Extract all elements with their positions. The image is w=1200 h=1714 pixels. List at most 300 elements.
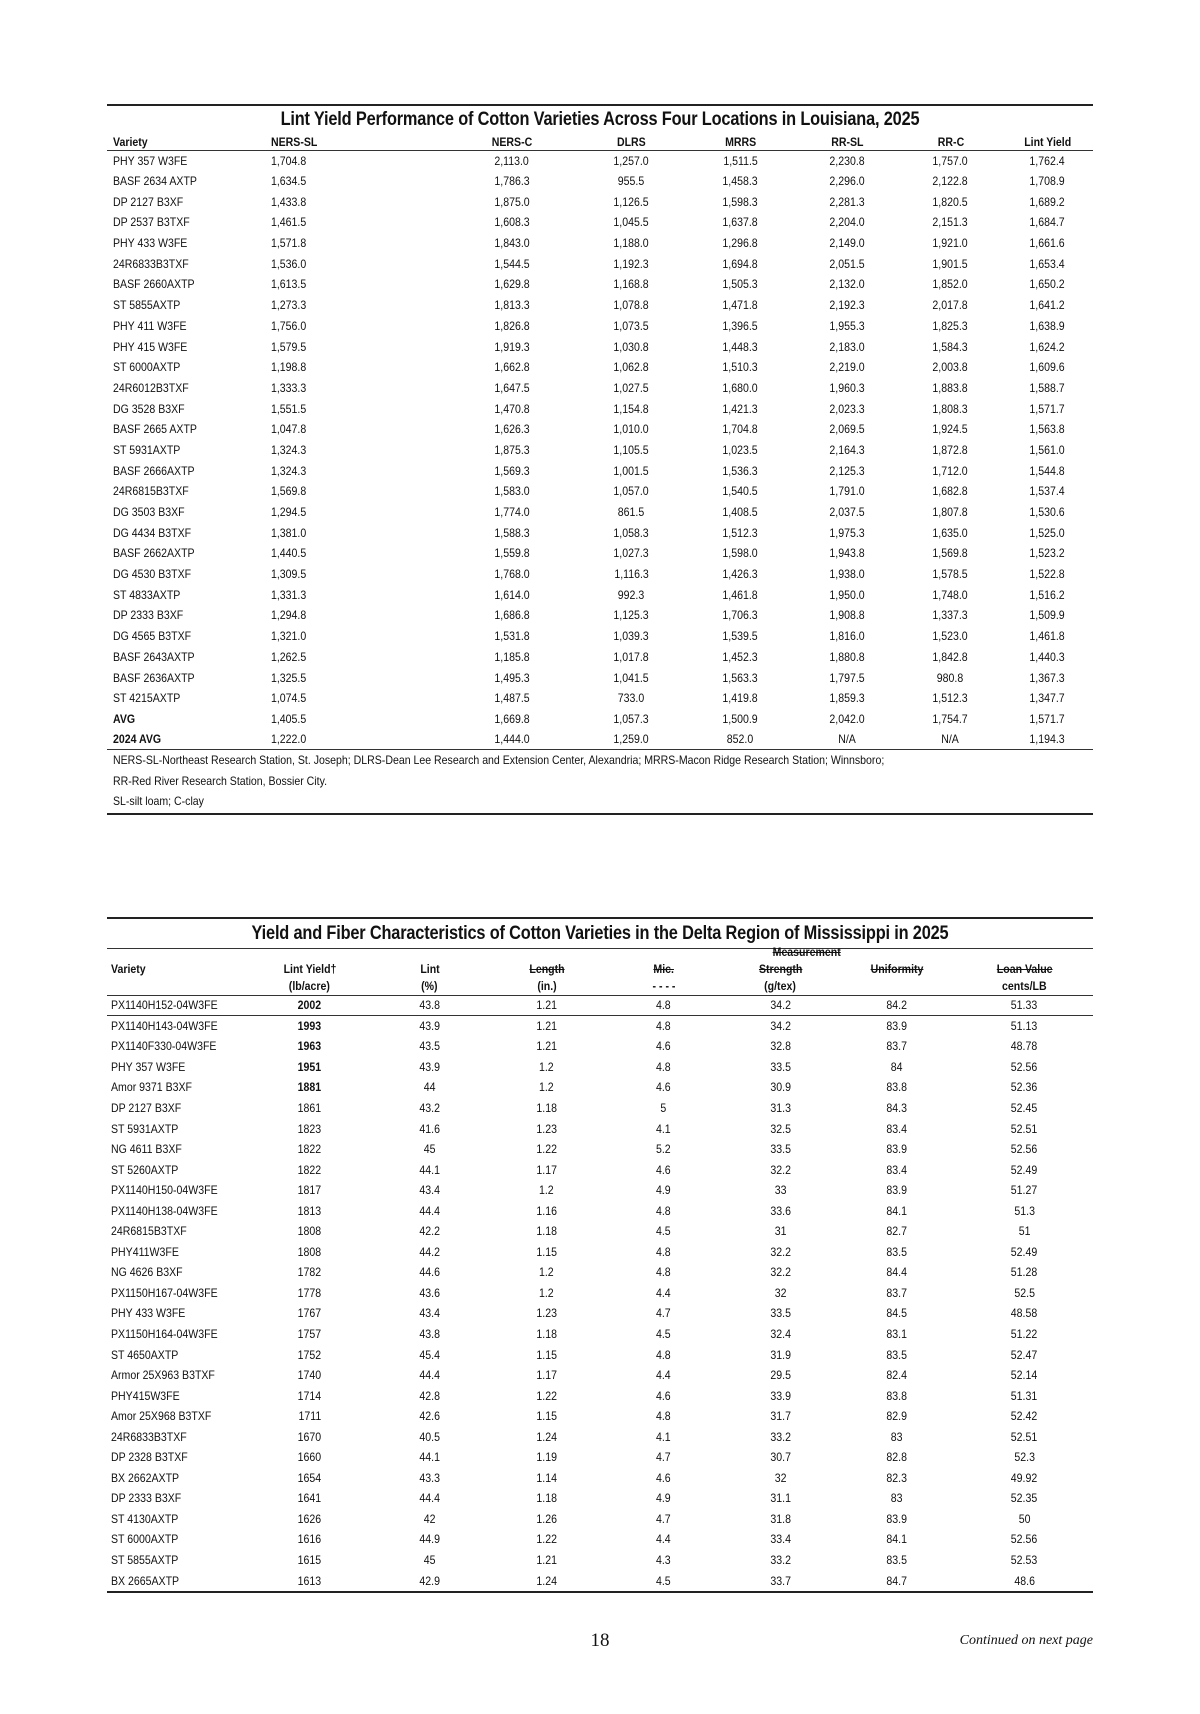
mississippi-table-grid xyxy=(107,960,1093,1591)
value-cell: 1,820.5 xyxy=(932,194,969,209)
value-cell: 44.6 xyxy=(419,1265,440,1280)
value-cell: 1,609.6 xyxy=(1029,360,1066,375)
value-cell: 1,294.5 xyxy=(271,505,307,520)
variety-cell: ST 4130AXTP xyxy=(111,1511,179,1526)
page-number: 18 xyxy=(590,1630,610,1651)
table-row xyxy=(107,1283,1093,1304)
table-row xyxy=(107,1242,1093,1263)
value-cell: 4.7 xyxy=(656,1511,671,1526)
value-cell: 1,078.8 xyxy=(613,298,650,313)
value-cell: 1,579.5 xyxy=(271,339,307,354)
value-cell: 861.5 xyxy=(618,505,645,520)
value-cell: 45 xyxy=(423,1142,436,1157)
value-cell: 1,505.3 xyxy=(722,277,759,292)
value-cell: 1,458.3 xyxy=(722,174,759,189)
value-cell: 48.6 xyxy=(1013,1573,1035,1588)
value-cell: 44 xyxy=(423,1080,436,1095)
value-cell: 4.6 xyxy=(656,1080,671,1095)
value-cell: 1,500.9 xyxy=(722,711,759,726)
variety-cell: BASF 2634 AXTP xyxy=(113,174,197,189)
variety-cell: Amor 9371 B3XF xyxy=(111,1080,193,1095)
value-cell: 83 xyxy=(891,1491,903,1506)
variety-cell: BASF 2660AXTP xyxy=(113,277,195,292)
value-cell: 32.2 xyxy=(770,1244,791,1259)
value-cell: 1,530.6 xyxy=(1029,505,1066,520)
value-cell: 1,495.3 xyxy=(494,670,530,685)
value-cell: 83.5 xyxy=(886,1553,908,1568)
variety-cell: BASF 2636AXTP xyxy=(113,670,195,685)
value-cell: 82.4 xyxy=(886,1368,908,1383)
table-row xyxy=(107,1509,1093,1530)
table-row xyxy=(107,1365,1093,1386)
value-cell: 1817 xyxy=(297,1183,322,1198)
value-cell: 1,057.3 xyxy=(613,711,650,726)
value-cell: 1.23 xyxy=(536,1121,558,1136)
value-cell: 1,919.3 xyxy=(494,339,530,354)
value-cell: 31.1 xyxy=(770,1491,791,1506)
value-cell: 852.0 xyxy=(686,729,795,750)
value-cell: 1.21 xyxy=(536,1019,558,1034)
value-cell: 2,122.8 xyxy=(932,174,969,189)
value-cell: 48.58 xyxy=(1010,1306,1038,1321)
variety-cell: PX1140H143-04W3FE xyxy=(111,1019,218,1034)
variety-cell: DG 4565 B3TXF xyxy=(113,629,192,644)
value-cell: 32.4 xyxy=(770,1327,791,1342)
value-cell: 42.6 xyxy=(419,1409,440,1424)
value-cell: 52.51 xyxy=(1010,1121,1038,1136)
variety-cell: ST 5931AXTP xyxy=(111,1121,179,1136)
value-cell: 1,470.8 xyxy=(494,401,530,416)
value-cell: 1,105.5 xyxy=(613,442,650,457)
value-cell: 31.7 xyxy=(770,1409,791,1424)
value-cell: 1.2 xyxy=(539,1285,555,1300)
header-row xyxy=(107,960,1093,978)
value-cell: 43.2 xyxy=(419,1101,440,1115)
value-cell: 34.2 xyxy=(722,995,839,1016)
value-cell: 1,880.8 xyxy=(829,649,865,664)
table-row xyxy=(107,1077,1093,1098)
value-cell: 1,708.9 xyxy=(1029,174,1066,189)
value-cell: 4.6 xyxy=(656,1162,671,1177)
value-cell: 1,561.0 xyxy=(1029,442,1066,457)
header-row xyxy=(107,133,1093,150)
value-cell: 1808 xyxy=(297,1224,322,1239)
value-cell: 44.4 xyxy=(419,1203,440,1218)
value-cell: 1,540.5 xyxy=(722,484,759,499)
mississippi-fiber-table xyxy=(107,917,1093,1593)
value-cell: 1,686.8 xyxy=(494,608,530,623)
variety-cell: DP 2333 B3XF xyxy=(113,608,184,623)
value-cell: 1,027.5 xyxy=(613,380,650,395)
value-cell: 1,544.5 xyxy=(494,256,530,271)
summary-row xyxy=(107,729,1093,750)
continued-note: Continued on next page xyxy=(959,1633,1093,1648)
value-cell: 1,116.3 xyxy=(614,567,649,582)
value-cell: 1,634.5 xyxy=(271,174,307,189)
value-cell: 1.22 xyxy=(536,1388,558,1403)
value-cell: 48.78 xyxy=(1010,1039,1038,1054)
column-header: Length xyxy=(529,962,565,976)
table-row xyxy=(107,1118,1093,1139)
value-cell: 1,843.0 xyxy=(494,236,530,251)
column-header: Uniformity xyxy=(870,962,924,976)
table-row xyxy=(107,584,1093,605)
table-row xyxy=(107,543,1093,564)
value-cell: 1767 xyxy=(297,1306,322,1321)
table-body xyxy=(107,995,1093,1591)
unit-label: - - - - xyxy=(605,978,722,995)
value-cell: 1.2 xyxy=(539,1265,555,1280)
table-row xyxy=(107,688,1093,709)
value-cell: 4.6 xyxy=(656,1470,671,1485)
value-cell: 43.6 xyxy=(419,1285,440,1300)
value-cell: 4.5 xyxy=(656,1327,671,1342)
value-cell: 33.2 xyxy=(770,1553,791,1568)
value-cell: 1,797.5 xyxy=(829,670,865,685)
table-row xyxy=(107,171,1093,192)
value-cell: 32.2 xyxy=(770,1265,791,1280)
table-row xyxy=(107,1221,1093,1242)
value-cell: 1,347.7 xyxy=(1029,691,1066,706)
value-cell: 32 xyxy=(774,1285,787,1300)
value-cell: 1,188.0 xyxy=(613,236,650,251)
value-cell: 1,808.3 xyxy=(932,401,969,416)
value-cell: 82.7 xyxy=(886,1224,908,1239)
value-cell: 1,367.3 xyxy=(1029,670,1066,685)
value-cell: 4.1 xyxy=(656,1429,671,1444)
value-cell: 1,938.0 xyxy=(829,567,865,582)
value-cell: 1,704.8 xyxy=(271,153,307,168)
value-cell: 1.2 xyxy=(539,1080,555,1095)
value-cell: 32.8 xyxy=(770,1039,791,1054)
value-cell: 1,523.2 xyxy=(1029,546,1066,561)
value-cell: 31.8 xyxy=(770,1511,791,1526)
value-cell: 1,461.8 xyxy=(1029,629,1066,644)
value-cell: 4.8 xyxy=(656,1203,671,1218)
value-cell: 83.5 xyxy=(886,1347,908,1362)
value-cell: 1,950.0 xyxy=(829,587,865,602)
column-header: Loan Value xyxy=(996,962,1053,976)
value-cell: 4.6 xyxy=(656,1039,671,1054)
value-cell: 1,774.0 xyxy=(494,505,530,520)
value-cell: 955.5 xyxy=(618,174,645,189)
value-cell: 83.5 xyxy=(886,1244,908,1259)
value-cell: 1.24 xyxy=(536,1429,558,1444)
value-cell: 52.3 xyxy=(1013,1450,1035,1465)
value-cell: 1,613.5 xyxy=(271,277,307,292)
value-cell: 1,045.5 xyxy=(613,215,650,230)
value-cell: 83.1 xyxy=(886,1327,908,1342)
column-header: Variety xyxy=(107,133,271,150)
value-cell: 1,626.3 xyxy=(494,422,530,437)
title-rule xyxy=(107,948,1093,949)
value-cell: 42.9 xyxy=(419,1573,440,1588)
value-cell: 1,762.4 xyxy=(1029,153,1066,168)
variety-cell: BX 2665AXTP xyxy=(111,1573,180,1588)
value-cell: 4.1 xyxy=(656,1121,671,1136)
value-cell: 992.3 xyxy=(618,587,645,602)
value-cell: 42.2 xyxy=(419,1224,440,1239)
variety-cell: PHY411W3FE xyxy=(111,1244,179,1259)
value-cell: 1,331.3 xyxy=(271,587,307,602)
column-header: RR-C xyxy=(899,133,1002,150)
value-cell: 1,684.7 xyxy=(1029,215,1066,230)
value-cell: 33 xyxy=(774,1183,787,1198)
value-cell: 1,333.3 xyxy=(271,380,307,395)
footnote-1: NERS-SL-Northeast Research Station, St. Joseph; DLRS-Dean Lee Research and Extension Center, Alexandria; MRRS-Macon Ridge Research Station; Winnsboro; xyxy=(113,753,885,768)
value-cell: 2,069.5 xyxy=(829,422,865,437)
value-cell: 83.8 xyxy=(886,1080,908,1095)
variety-cell: BX 2662AXTP xyxy=(111,1470,180,1485)
value-cell: 44.2 xyxy=(419,1244,440,1259)
value-cell: 1,154.8 xyxy=(613,401,650,416)
value-cell: 1,960.3 xyxy=(829,380,865,395)
value-cell: 1,440.3 xyxy=(1029,649,1066,664)
table-row xyxy=(107,1447,1093,1468)
variety-cell: PX1150H167-04W3FE xyxy=(111,1285,218,1300)
value-cell: 52.51 xyxy=(1010,1429,1038,1444)
value-cell: 1,908.8 xyxy=(829,608,865,623)
table-title: Yield and Fiber Characteristics of Cotton Varieties in the Delta Region of Mississippi in 2025 xyxy=(251,923,949,944)
variety-cell: PX1140H150-04W3FE xyxy=(111,1183,218,1198)
value-cell: 84.4 xyxy=(886,1265,908,1280)
variety-cell: PHY 415 W3FE xyxy=(113,339,188,354)
value-cell: 1.21 xyxy=(536,1553,558,1568)
value-cell: 1757 xyxy=(297,1327,322,1342)
value-cell: 1,943.8 xyxy=(829,546,865,561)
value-cell: 30.9 xyxy=(770,1080,791,1095)
variety-cell: PHY 357 W3FE xyxy=(113,153,188,168)
value-cell: 1,638.9 xyxy=(1029,318,1066,333)
table-row xyxy=(107,460,1093,481)
value-cell: 43.9 xyxy=(419,1019,440,1034)
value-cell: 4.8 xyxy=(656,1409,671,1424)
value-cell: 1,516.2 xyxy=(1029,587,1066,602)
variety-cell: PHY 433 W3FE xyxy=(111,1306,186,1321)
value-cell: 2,042.0 xyxy=(829,711,865,726)
value-cell: 4.9 xyxy=(656,1491,671,1506)
value-cell: 1615 xyxy=(297,1553,322,1568)
table-body xyxy=(107,150,1093,750)
value-cell: 33.5 xyxy=(770,1059,791,1074)
table-title: Lint Yield Performance of Cotton Varieties Across Four Locations in Louisiana, 2025 xyxy=(280,109,920,130)
value-cell: 43.4 xyxy=(419,1183,440,1198)
value-cell: 83.4 xyxy=(886,1121,908,1136)
value-cell: 1,125.3 xyxy=(613,608,650,623)
value-cell: 1,309.5 xyxy=(271,567,307,582)
value-cell: 1,748.0 xyxy=(932,587,969,602)
value-cell: 49.92 xyxy=(1010,1470,1038,1485)
value-cell: 45 xyxy=(423,1553,436,1568)
column-header: Lint Yield† xyxy=(283,962,337,976)
value-cell: 52.56 xyxy=(1010,1142,1038,1157)
value-cell: 4.8 xyxy=(656,1265,671,1280)
value-cell: 42.8 xyxy=(419,1388,440,1403)
value-cell: 1,039.3 xyxy=(613,629,650,644)
variety-cell: 24R6012B3TXF xyxy=(113,380,189,395)
table-row xyxy=(107,647,1093,668)
value-cell: 1654 xyxy=(297,1470,322,1485)
value-cell: 1,875.0 xyxy=(494,194,530,209)
value-cell: 1,578.5 xyxy=(932,567,969,582)
value-cell: 1963 xyxy=(297,1039,322,1054)
value-cell: 1,768.0 xyxy=(494,567,530,582)
value-cell: 1,791.0 xyxy=(829,484,865,499)
variety-cell: DG 4434 B3TXF xyxy=(113,525,192,540)
value-cell: 1,198.8 xyxy=(271,360,307,375)
value-cell: 2,281.3 xyxy=(829,194,865,209)
value-cell: 51.31 xyxy=(1010,1388,1038,1403)
value-cell: 1,669.8 xyxy=(494,711,530,726)
value-cell: 33.6 xyxy=(770,1203,791,1218)
table-row xyxy=(107,1344,1093,1365)
louisiana-yield-table xyxy=(107,104,1093,815)
value-cell: 1,030.8 xyxy=(613,339,650,354)
value-cell: 1660 xyxy=(297,1450,322,1465)
value-cell: 29.5 xyxy=(770,1368,791,1383)
value-cell: 4.4 xyxy=(656,1285,671,1300)
value-cell: 1,185.8 xyxy=(494,649,530,664)
variety-cell: 24R6815B3TXF xyxy=(111,1224,187,1239)
value-cell: 33.4 xyxy=(770,1532,791,1547)
value-cell: 1,852.0 xyxy=(932,277,969,292)
value-cell: 1.22 xyxy=(536,1142,558,1157)
value-cell: 1,924.5 xyxy=(932,422,969,437)
value-cell: 1951 xyxy=(297,1059,322,1074)
value-cell: 1,262.5 xyxy=(271,649,307,664)
value-cell: 1,598.3 xyxy=(722,194,759,209)
value-cell: 1782 xyxy=(297,1265,322,1280)
variety-cell: PX1140H152-04W3FE xyxy=(107,995,249,1016)
variety-cell: PX1140H138-04W3FE xyxy=(111,1203,218,1218)
summary-label: AVG xyxy=(113,711,136,726)
column-header: Mic. xyxy=(653,962,674,976)
value-cell: 4.7 xyxy=(656,1450,671,1465)
value-cell: 1,807.8 xyxy=(932,505,969,520)
column-header: RR-SL xyxy=(795,133,899,150)
value-cell: 4.8 xyxy=(605,995,722,1016)
table-row xyxy=(107,150,1093,171)
value-cell: 1.17 xyxy=(536,1162,558,1177)
value-cell: 1,426.3 xyxy=(722,567,759,582)
value-cell: 43.8 xyxy=(419,1327,440,1342)
value-cell: 1,017.8 xyxy=(613,649,650,664)
value-cell: 1,047.8 xyxy=(271,422,307,437)
value-cell: 83.7 xyxy=(886,1039,908,1054)
table-row xyxy=(107,1488,1093,1509)
value-cell: 1.17 xyxy=(536,1368,558,1383)
value-cell: 51.33 xyxy=(955,995,1093,1016)
value-cell: 1,525.0 xyxy=(1029,525,1066,540)
value-cell: 1.2 xyxy=(539,1059,555,1074)
value-cell: 50 xyxy=(1018,1511,1031,1526)
value-cell: 1,588.7 xyxy=(1029,380,1066,395)
table-row xyxy=(107,212,1093,233)
value-cell: 84 xyxy=(891,1059,903,1074)
summary-label: 2024 AVG xyxy=(107,729,271,750)
value-cell: 1,062.8 xyxy=(613,360,650,375)
value-cell: 2,192.3 xyxy=(829,298,865,313)
value-cell: 4.7 xyxy=(656,1306,671,1321)
value-cell: N/A xyxy=(899,729,1002,750)
value-cell: 52.56 xyxy=(1010,1532,1038,1547)
table-row xyxy=(107,191,1093,212)
variety-cell: 24R6815B3TXF xyxy=(113,484,189,499)
value-cell: 1,955.3 xyxy=(829,318,865,333)
value-cell: 84.5 xyxy=(886,1306,908,1321)
measurement-group-header xyxy=(107,945,1093,960)
value-cell: 5.2 xyxy=(656,1142,671,1157)
value-cell: 1,296.8 xyxy=(722,236,759,251)
value-cell: 51.13 xyxy=(1010,1019,1038,1034)
value-cell: 1,448.3 xyxy=(722,339,759,354)
variety-cell: 24R6833B3TXF xyxy=(111,1429,187,1444)
value-cell: 1752 xyxy=(297,1347,322,1362)
value-cell: 1,536.3 xyxy=(722,463,759,478)
value-cell: 51 xyxy=(1018,1224,1031,1239)
variety-cell: ST 5855AXTP xyxy=(111,1553,179,1568)
value-cell: 32.2 xyxy=(770,1162,791,1177)
value-cell: 2,183.0 xyxy=(829,339,865,354)
value-cell: 4.4 xyxy=(656,1532,671,1547)
value-cell: 2,132.0 xyxy=(829,277,865,292)
value-cell: 1.15 xyxy=(536,1347,558,1362)
value-cell: 83.4 xyxy=(886,1162,908,1177)
table-row xyxy=(107,1550,1093,1571)
value-cell: 1.15 xyxy=(536,1409,558,1424)
value-cell: 1,637.8 xyxy=(722,215,759,230)
value-cell: 1,569.8 xyxy=(271,484,307,499)
value-cell: 1,563.8 xyxy=(1029,422,1066,437)
value-cell: 1.22 xyxy=(536,1532,558,1547)
footnote-2: RR-Red River Research Station, Bossier City. xyxy=(113,773,328,788)
value-cell: 1,321.0 xyxy=(271,629,307,644)
value-cell: 1,419.8 xyxy=(722,691,759,706)
value-cell: 52.45 xyxy=(1010,1101,1038,1115)
value-cell: 1.18 xyxy=(536,1224,558,1239)
value-cell: 51.22 xyxy=(1010,1327,1038,1342)
value-cell: 1,396.5 xyxy=(722,318,759,333)
variety-cell: PHY 357 W3FE xyxy=(111,1059,186,1074)
value-cell: 1808 xyxy=(297,1244,322,1259)
table-row xyxy=(107,295,1093,316)
unit-label: (lb/acre) xyxy=(249,978,371,995)
value-cell: 1613 xyxy=(297,1573,322,1588)
value-cell: 2,125.3 xyxy=(829,463,865,478)
value-cell: 733.0 xyxy=(618,691,645,706)
value-cell: 84.2 xyxy=(839,995,956,1016)
value-cell: 1,559.8 xyxy=(494,546,530,561)
value-cell: 1,569.8 xyxy=(932,546,969,561)
value-cell: 83.9 xyxy=(886,1511,908,1526)
value-cell: 2,219.0 xyxy=(829,360,865,375)
value-cell: 1,614.0 xyxy=(494,587,530,602)
value-cell: 1.18 xyxy=(536,1327,558,1342)
value-cell: 1,842.8 xyxy=(932,649,969,664)
value-cell: 1,689.2 xyxy=(1029,194,1066,209)
table-row xyxy=(107,336,1093,357)
value-cell: 1616 xyxy=(297,1532,322,1547)
table-row xyxy=(107,378,1093,399)
value-cell: 1813 xyxy=(297,1203,322,1218)
value-cell: 1,650.2 xyxy=(1029,277,1066,292)
value-cell: 1,027.3 xyxy=(613,546,650,561)
value-cell: 82.9 xyxy=(886,1409,908,1424)
value-cell: 1670 xyxy=(297,1429,322,1444)
variety-cell: BASF 2665 AXTP xyxy=(113,422,197,437)
value-cell: 33.5 xyxy=(770,1142,791,1157)
value-cell: 1,531.8 xyxy=(494,629,530,644)
